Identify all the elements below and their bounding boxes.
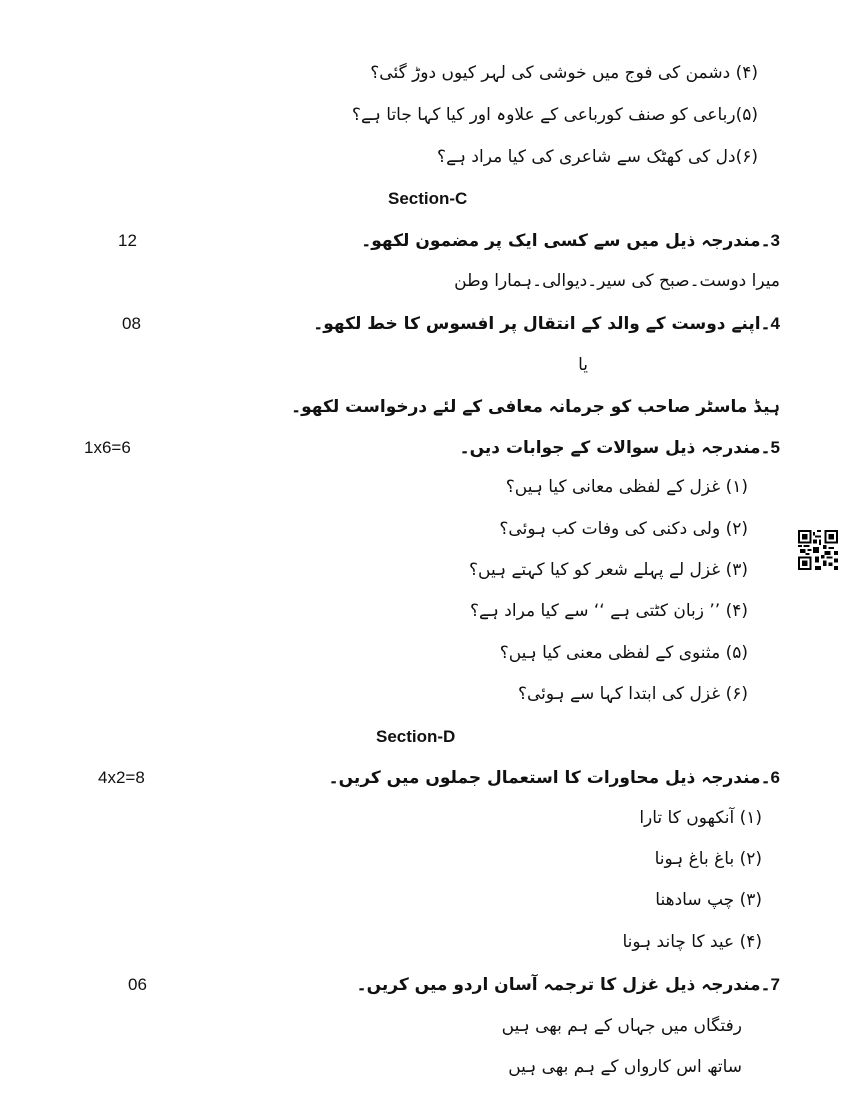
question-number: 4 [770,314,780,333]
question-text: (۶)دل کی کھٹک سے شاعری کی کیا مراد ہے؟ [437,147,758,167]
question-text: (۵)رباعی کو صنف کورباعی کے علاوہ اور کیا کہا جاتا ہے؟ [351,105,758,125]
list-item: (۱) غزل کے لفظی معانی کیا ہیں؟ [505,477,748,497]
question-text: ۔مندرجہ ذیل محاورات کا استعمال جملوں میں کریں۔ [328,768,771,788]
ghazal-line: رفتگاں میں جہاں کے ہم بھی ہیں [501,1016,742,1036]
question-text: ۔مندرجہ ذیل غزل کا ترجمہ آسان اردو میں کریں۔ [356,975,771,995]
list-item: (۳) غزل لے پہلے شعر کو کیا کہتے ہیں؟ [469,560,748,580]
question-7 [357,974,780,996]
question-text: ۔مندرجہ ذیل سوالات کے جوابات دیں۔ [459,438,771,458]
marks-q4: 08 [122,314,141,333]
list-item: (۵) مثنوی کے لفظی معنی کیا ہیں؟ [499,643,748,663]
question-number: 6 [770,768,780,787]
marks-q3: 12 [118,231,137,250]
question-number: 7 [770,975,780,994]
list-item: (۶) غزل کی ابتدا کہا سے ہوئی؟ [517,684,748,704]
question-number: 5 [770,438,780,457]
section-heading-d: Section-D [376,727,456,746]
list-item: (۴) ’’ زبان کٹتی ہے ‘‘ سے کیا مراد ہے؟ [469,601,748,621]
list-item: (۲) باغ باغ ہونا [654,849,762,869]
question-3 [361,230,780,252]
question-text: ۔اپنے دوست کے والد کے انتقال پر افسوس کا خط لکھو۔ [313,314,771,334]
question-text: (۴) دشمن کی فوج میں خوشی کی لہر کیوں دوڑ گئی؟ [370,63,758,83]
essay-topics: میرا دوست۔صبح کی سیر۔دیوالی۔ہمارا وطن [454,271,780,291]
marks-q7: 06 [128,975,147,994]
question-6 [329,767,780,789]
list-item: (۱) آنکھوں کا تارا [639,808,762,828]
or-label: یا [578,355,588,375]
list-item: (۳) چپ سادھنا [655,890,762,910]
question-text: ۔مندرجہ ذیل میں سے کسی ایک پر مضمون لکھو۔ [361,231,771,251]
list-item: (۴) عید کا چاند ہونا [622,932,762,952]
question-number: 3 [770,231,780,250]
question-4 [313,313,780,335]
qr-code-icon [798,530,838,570]
question-5 [460,437,780,459]
marks-q6: 4x2=8 [98,768,145,787]
section-heading-c: Section-C [388,189,468,208]
ghazal-line: ساتھ اس کارواں کے ہم بھی ہیں [508,1057,742,1077]
list-item: (۲) ولی دکنی کی وفات کب ہوئی؟ [499,519,748,539]
marks-q5: 1x6=6 [84,438,131,457]
question-4-alternative: ہیڈ ماسٹر صاحب کو جرمانہ معافی کے لئے درخواست لکھو۔ [291,397,780,417]
